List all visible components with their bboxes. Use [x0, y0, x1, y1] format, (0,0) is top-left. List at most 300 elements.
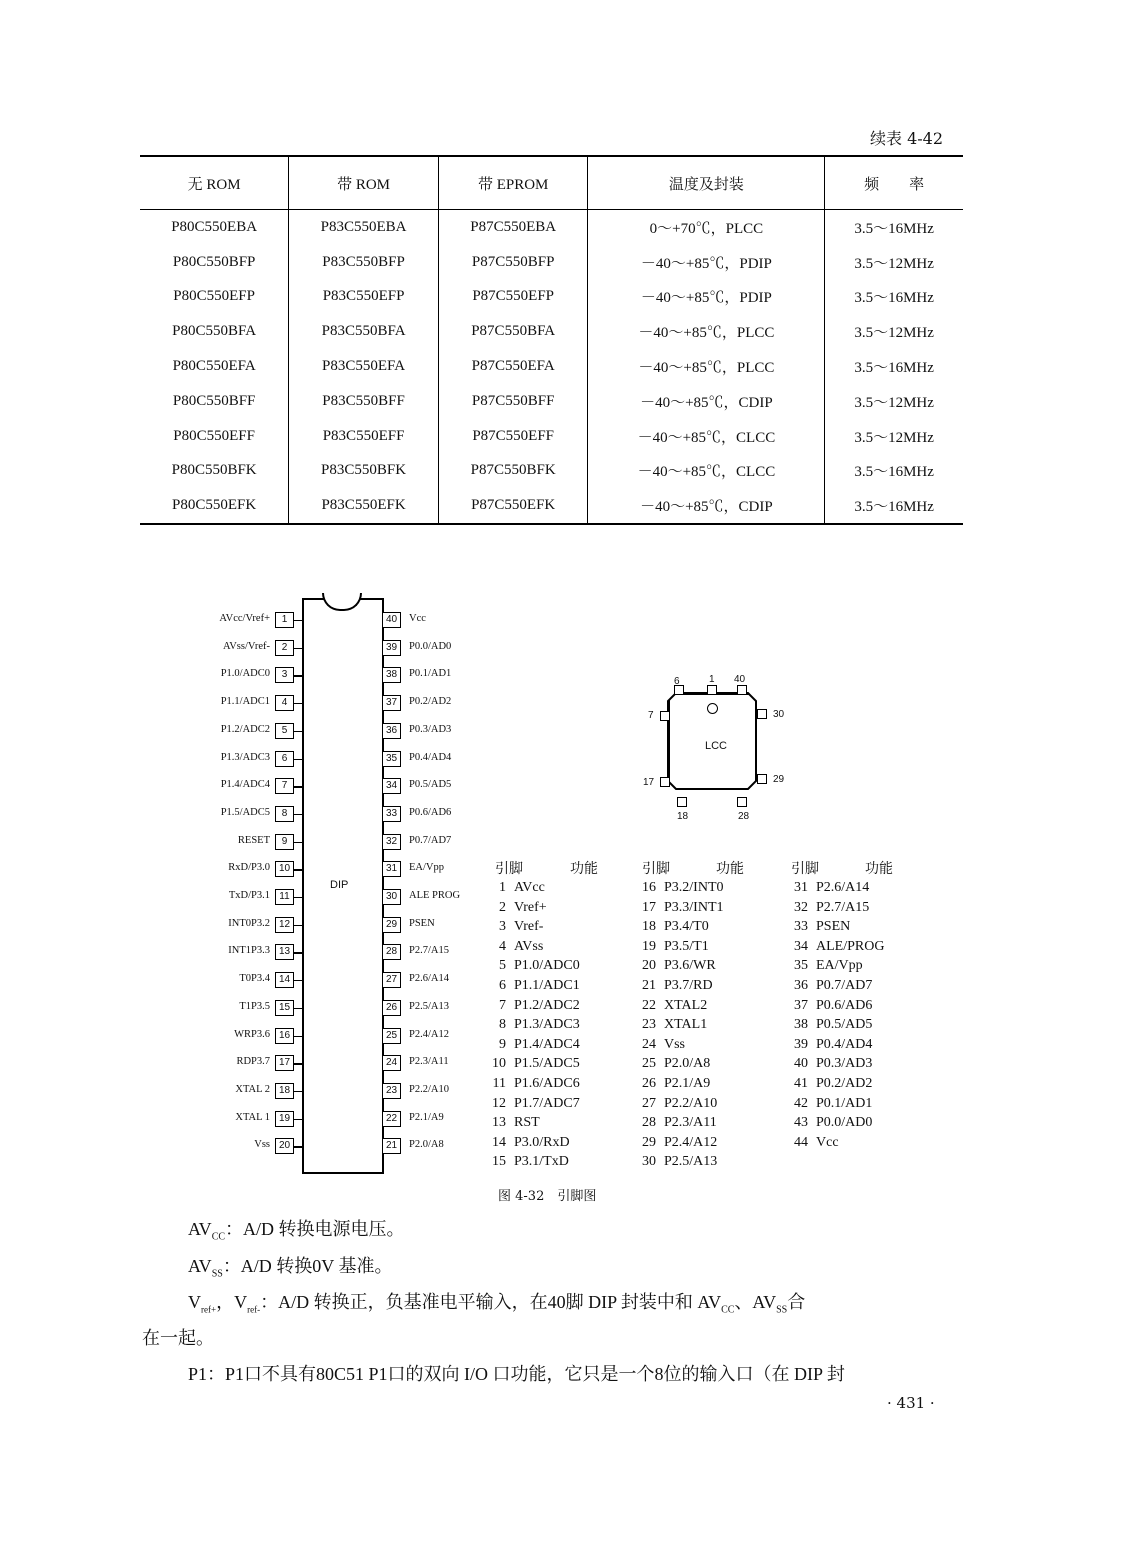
- part-number-table: [140, 155, 963, 525]
- lcc-pad-18: [677, 797, 687, 807]
- dip-pin-number: 34: [382, 778, 401, 794]
- table-row: [140, 210, 963, 245]
- dip-pin-label: T1P3.5: [239, 1000, 270, 1012]
- lcc-pad-1: [707, 685, 717, 695]
- vref-c: 、AV: [734, 1292, 777, 1312]
- dip-pin-number: 13: [275, 944, 294, 960]
- table-cell: －40～+85℃，CLCC: [588, 454, 825, 489]
- function-name: P3.0/RxD: [514, 1134, 570, 1150]
- vref-sep: ，V: [216, 1292, 248, 1312]
- dip-pin-number: 6: [275, 751, 294, 767]
- table-cell: －40～+85℃，CLCC: [588, 419, 825, 454]
- function-pin-number: 5: [499, 958, 506, 974]
- dip-pin-number: 35: [382, 751, 401, 767]
- dip-pin-label: INT0P3.2: [228, 917, 270, 929]
- dip-pin-lead: [294, 1036, 302, 1037]
- function-row: [782, 1035, 884, 1055]
- function-row: [782, 878, 884, 898]
- function-name: P2.5/A13: [664, 1154, 718, 1170]
- table-row: [140, 419, 963, 454]
- function-row: [630, 917, 724, 937]
- paragraph-p1: P1：P1口不具有80C51 P1口的双向 I/O 口功能，它只是一个8位的输入口（在 DIP 封: [188, 1364, 845, 1384]
- table-cell: P87C550EBA: [438, 210, 588, 245]
- function-pin-number: 36: [794, 977, 808, 993]
- function-name: P2.1/A9: [664, 1075, 711, 1091]
- vref-b: ：A/D 转换正，负基准电平输入，在40脚 DIP 封装中和 AV: [260, 1292, 722, 1312]
- function-row: [782, 1054, 884, 1074]
- table-header-cell: 带 ROM: [289, 156, 439, 210]
- function-name: P3.5/T1: [664, 938, 709, 954]
- lcc-pad-40: [737, 685, 747, 695]
- function-row: [782, 976, 884, 996]
- avcc-name: AV: [188, 1219, 212, 1239]
- function-pin-number: 22: [642, 997, 656, 1013]
- dip-pin-lead: [294, 897, 302, 898]
- function-name: P1.7/ADC7: [514, 1095, 580, 1111]
- dip-pin-lead: [294, 731, 302, 732]
- dip-pin-lead: [294, 842, 302, 843]
- avss-text: ：A/D 转换0V 基准。: [222, 1256, 393, 1276]
- function-row: [480, 1015, 580, 1035]
- function-pin-number: 19: [642, 938, 656, 954]
- dip-pin-lead: [294, 925, 302, 926]
- dip-pin-number: 1: [275, 612, 294, 628]
- lcc-pad-28: [737, 797, 747, 807]
- dip-pin-label: Vcc: [409, 613, 426, 624]
- function-row: [782, 917, 884, 937]
- function-row: [630, 1035, 724, 1055]
- table-cell: P80C550EFF: [173, 427, 255, 444]
- function-row: [630, 1094, 724, 1114]
- table-cell: P83C550BFA: [289, 314, 439, 349]
- table-cell: P87C550EFP: [438, 280, 588, 315]
- table-cell: 3.5～16MHz: [825, 488, 963, 524]
- function-name: XTAL2: [664, 997, 708, 1013]
- function-row: [480, 1094, 580, 1114]
- function-name: P3.7/RD: [664, 977, 713, 993]
- table-cell: P83C550BFF: [289, 384, 439, 419]
- dip-pin-label: P0.3/AD3: [409, 723, 452, 735]
- table-row: [140, 349, 963, 384]
- function-pin-number: 1: [499, 880, 506, 895]
- dip-pin-lead: [294, 759, 302, 760]
- dip-pin-lead: [294, 703, 302, 704]
- vref-sub-c: CC: [721, 1304, 735, 1316]
- function-row: [480, 1035, 580, 1055]
- dip-pin-number: 26: [382, 1000, 401, 1016]
- dip-pin-label: RxD/P3.0: [228, 862, 270, 874]
- function-name: P0.7/AD7: [816, 977, 873, 993]
- dip-pin-label: ALE PROG: [409, 890, 461, 901]
- function-pin-number: 26: [642, 1075, 656, 1091]
- dip-pin-number: 11: [275, 889, 294, 905]
- table-cell: P83C550EFK: [289, 488, 439, 524]
- function-name: P0.5/AD5: [816, 1017, 873, 1033]
- function-pin-number: 10: [492, 1056, 506, 1072]
- function-name: ALE/PROG: [816, 938, 885, 954]
- function-row: [630, 937, 724, 957]
- lcc-pin1-dot: [707, 703, 718, 714]
- dip-pin-number: 7: [275, 778, 294, 794]
- dip-pin-number: 23: [382, 1083, 401, 1099]
- dip-pin-label: Vss: [254, 1139, 270, 1151]
- dip-pin-label: RDP3.7: [236, 1056, 270, 1068]
- function-row: [782, 996, 884, 1016]
- table-cell: P87C550BFF: [438, 384, 588, 419]
- dip-pin-label: INT1P3.3: [228, 945, 270, 957]
- function-pin-number: 17: [642, 899, 656, 915]
- function-row: [480, 1054, 580, 1074]
- function-row: [480, 956, 580, 976]
- table-cell: 3.5～12MHz: [825, 384, 963, 419]
- table-cell: P80C550EBA: [171, 218, 258, 235]
- figure-caption: 图 4-32 引脚图: [498, 1189, 597, 1204]
- function-name: P3.6/WR: [664, 958, 716, 974]
- dip-pin-lead: [294, 1119, 302, 1120]
- dip-pin-number: 17: [275, 1055, 294, 1071]
- dip-pin-label: P2.4/A12: [409, 1028, 449, 1040]
- table-cell: P87C550EFK: [438, 488, 588, 524]
- function-pin-number: 29: [642, 1134, 656, 1150]
- function-name: XTAL1: [664, 1017, 708, 1033]
- function-name: PSEN: [816, 919, 851, 935]
- function-name: P1.3/ADC3: [514, 1017, 580, 1033]
- lcc-num-1: 1: [709, 674, 715, 685]
- function-pin-number: 31: [794, 880, 808, 895]
- vref-sub-a: ref+: [201, 1304, 217, 1315]
- table-cell: P87C550BFK: [438, 454, 588, 489]
- function-pin-number: 6: [499, 977, 506, 993]
- dip-pin-number: 8: [275, 806, 294, 822]
- lcc-pad-29: [757, 774, 767, 784]
- function-name: P2.4/A12: [664, 1134, 718, 1150]
- page-number: · 431 ·: [887, 1394, 935, 1412]
- table-cell: －40～+85℃，PLCC: [588, 349, 825, 384]
- function-pin-number: 42: [794, 1095, 808, 1111]
- function-row: [630, 1113, 724, 1133]
- dip-pin-label: P1.5/ADC5: [220, 806, 270, 818]
- function-row: [630, 996, 724, 1016]
- dip-pin-number: 31: [382, 861, 401, 877]
- dip-pin-label: EA/Vpp: [409, 862, 444, 874]
- function-name: P3.1/TxD: [514, 1154, 569, 1170]
- dip-pin-number: 39: [382, 640, 401, 656]
- table-cell: 3.5～12MHz: [825, 245, 963, 280]
- dip-pin-label: WRP3.6: [234, 1028, 270, 1040]
- function-row: [480, 937, 580, 957]
- dip-pin-lead: [294, 648, 302, 649]
- dip-pin-label: P2.2/A10: [409, 1083, 449, 1095]
- dip-pin-label: PSEN: [409, 917, 435, 929]
- function-pin-number: 2: [499, 899, 506, 915]
- dip-pin-number: 27: [382, 972, 401, 988]
- function-pin-number: 35: [794, 958, 808, 974]
- lcc-pad-7: [660, 711, 670, 721]
- function-pin-number: 20: [642, 958, 656, 974]
- table-cell: P87C550EFA: [438, 349, 588, 384]
- table-cell: 3.5～16MHz: [825, 280, 963, 315]
- function-pin-number: 30: [642, 1154, 656, 1170]
- table-cell: P83C550BFP: [289, 245, 439, 280]
- dip-pin-lead: [294, 869, 302, 870]
- dip-pin-label: P1.4/ADC4: [220, 779, 270, 791]
- dip-pin-label: AVss/Vref-: [222, 640, 270, 652]
- dip-pin-number: 37: [382, 695, 401, 711]
- table-row: [140, 454, 963, 489]
- dip-pin-number: 24: [382, 1055, 401, 1071]
- function-name: P0.6/AD6: [816, 997, 873, 1013]
- dip-pin-lead: [294, 814, 302, 815]
- dip-pin-label: P1.1/ADC1: [220, 696, 270, 708]
- dip-pin-lead: [294, 620, 302, 621]
- function-name: P0.3/AD3: [816, 1056, 873, 1072]
- dip-pin-label: P2.7/A15: [409, 945, 449, 957]
- function-row: [630, 878, 724, 898]
- table-header-row: [140, 156, 963, 210]
- function-pin-number: 18: [642, 919, 656, 935]
- function-name: P1.4/ADC4: [514, 1036, 580, 1052]
- dip-pin-label: P0.5/AD5: [409, 779, 452, 791]
- table-cell: P80C550BFF: [172, 392, 256, 409]
- table-cell: P87C550BFA: [438, 314, 588, 349]
- table-cell: P83C550BFK: [289, 454, 439, 489]
- lcc-num-6: 6: [674, 676, 680, 687]
- dip-pin-number: 16: [275, 1028, 294, 1044]
- dip-pin-lead: [294, 980, 302, 981]
- function-pin-number: 9: [499, 1036, 506, 1052]
- function-name: P1.0/ADC0: [514, 958, 580, 974]
- table-header-cell: 无 ROM: [140, 156, 289, 210]
- dip-pin-label: P0.0/AD0: [409, 640, 452, 652]
- function-pin-number: 3: [499, 919, 506, 935]
- dip-pin-label: P0.2/AD2: [409, 696, 452, 708]
- dip-pin-label: P2.0/A8: [409, 1139, 444, 1151]
- dip-pin-number: 22: [382, 1111, 401, 1127]
- function-name: P2.6/A14: [816, 880, 870, 895]
- function-pin-number: 15: [492, 1154, 506, 1170]
- avcc-text: ：A/D 转换电源电压。: [225, 1219, 405, 1239]
- table-cell: －40～+85℃，PDIP: [588, 245, 825, 280]
- function-pin-number: 23: [642, 1017, 656, 1033]
- dip-pin-lead: [294, 1008, 302, 1009]
- function-name: P2.0/A8: [664, 1056, 711, 1072]
- function-name: P0.0/AD0: [816, 1115, 873, 1131]
- function-row: [480, 1152, 580, 1172]
- vref-a: V: [188, 1292, 201, 1312]
- function-row: [630, 1074, 724, 1094]
- dip-pin-number: 32: [382, 834, 401, 850]
- function-pin-number: 4: [499, 938, 506, 954]
- table-cell: P80C550EFK: [140, 488, 289, 524]
- lcc-num-28: 28: [738, 811, 750, 822]
- table-cell: －40～+85℃，PDIP: [588, 280, 825, 315]
- function-pin-number: 37: [794, 997, 808, 1013]
- function-pin-number: 28: [642, 1115, 656, 1131]
- func-header-func-1: 功能: [570, 861, 598, 877]
- function-row: [782, 1074, 884, 1094]
- table-cell: P83C550EBA: [289, 210, 439, 245]
- function-name: AVss: [514, 938, 544, 954]
- function-name: Vss: [664, 1036, 686, 1052]
- table-row: [140, 314, 963, 349]
- avss-name: AV: [188, 1256, 212, 1276]
- dip-pin-number: 2: [275, 640, 294, 656]
- dip-pin-number: 4: [275, 695, 294, 711]
- function-pin-number: 14: [492, 1134, 506, 1150]
- paragraph-avcc: [188, 1215, 405, 1243]
- table-cell: 3.5～16MHz: [825, 210, 963, 245]
- dip-pin-number: 9: [275, 834, 294, 850]
- lcc-label: LCC: [705, 740, 728, 752]
- table-header-cell: 频 率: [825, 156, 963, 210]
- function-row: [782, 1094, 884, 1114]
- table-row: [140, 488, 963, 524]
- dip-pin-label: AVcc/Vref+: [219, 613, 270, 624]
- dip-pin-lead: [294, 675, 302, 676]
- dip-pin-label: P1.2/ADC2: [220, 723, 270, 735]
- table-cell: P80C550BFA: [172, 323, 257, 340]
- function-row: [630, 1133, 724, 1153]
- table-cell: P80C550BFK: [171, 462, 257, 479]
- function-pin-number: 40: [794, 1056, 808, 1072]
- dip-pin-lead: [294, 786, 302, 787]
- function-pin-number: 8: [499, 1017, 506, 1033]
- function-column-1: [480, 878, 580, 1172]
- table-cell: P87C550BFP: [438, 245, 588, 280]
- lcc-num-18: 18: [677, 811, 689, 822]
- dip-pin-number: 21: [382, 1138, 401, 1154]
- paragraph-avss: [188, 1252, 393, 1280]
- function-pin-number: 41: [794, 1075, 808, 1091]
- function-row: [630, 976, 724, 996]
- dip-pin-label: P2.6/A14: [409, 973, 449, 985]
- dip-pin-label: P0.4/AD4: [409, 751, 452, 763]
- function-row: [480, 1133, 580, 1153]
- table-cell: －40～+85℃，CDIP: [588, 384, 825, 419]
- function-row: [480, 996, 580, 1016]
- function-row: [480, 1113, 580, 1133]
- function-pin-number: 33: [794, 919, 808, 935]
- lcc-pad-17: [660, 777, 670, 787]
- dip-pin-number: 5: [275, 723, 294, 739]
- dip-pin-number: 20: [275, 1138, 294, 1154]
- func-header-func-2: 功能: [716, 861, 744, 877]
- function-name: P0.1/AD1: [816, 1095, 873, 1111]
- table-header-cell: 带 EPROM: [438, 156, 588, 210]
- function-name: P2.3/A11: [664, 1115, 717, 1131]
- table-row: [140, 245, 963, 280]
- function-name: P2.7/A15: [816, 899, 870, 915]
- table-caption: 续表 4-42: [870, 129, 944, 148]
- function-name: P2.2/A10: [664, 1095, 718, 1111]
- dip-pin-number: 29: [382, 917, 401, 933]
- function-pin-number: 38: [794, 1017, 808, 1033]
- function-row: [782, 1133, 884, 1153]
- function-row: [630, 1015, 724, 1035]
- function-name: EA/Vpp: [816, 958, 863, 974]
- dip-pin-label: P0.6/AD6: [409, 806, 452, 818]
- dip-pin-lead: [294, 1091, 302, 1092]
- function-row: [480, 917, 580, 937]
- table-cell: －40～+85℃，PLCC: [588, 314, 825, 349]
- dip-pin-number: 14: [275, 972, 294, 988]
- dip-pin-label: P2.1/A9: [409, 1111, 444, 1123]
- function-name: P0.4/AD4: [816, 1036, 873, 1052]
- function-row: [782, 956, 884, 976]
- function-name: P3.3/INT1: [664, 899, 724, 915]
- function-row: [480, 878, 580, 898]
- table-header-cell: 温度及封装: [588, 156, 825, 210]
- function-pin-number: 34: [794, 938, 808, 954]
- table-cell: 3.5～12MHz: [825, 419, 963, 454]
- function-name: P3.4/T0: [664, 919, 709, 935]
- func-header-func-3: 功能: [865, 861, 893, 877]
- table-cell: 3.5～16MHz: [825, 454, 963, 489]
- function-row: [630, 898, 724, 918]
- dip-pin-number: 40: [382, 612, 401, 628]
- table-body: [140, 210, 963, 525]
- function-row: [480, 976, 580, 996]
- function-pin-number: 27: [642, 1095, 656, 1111]
- table-cell: P80C550BFP: [172, 253, 256, 270]
- paragraph-vref: [188, 1288, 805, 1316]
- vref-sub-b: ref-: [247, 1304, 261, 1315]
- function-pin-number: 44: [794, 1134, 808, 1150]
- function-row: [480, 898, 580, 918]
- function-pin-number: 39: [794, 1036, 808, 1052]
- function-row: [480, 1074, 580, 1094]
- dip-pin-number: 36: [382, 723, 401, 739]
- lcc-num-40: 40: [734, 674, 746, 685]
- dip-pin-number: 33: [382, 806, 401, 822]
- function-name: P1.5/ADC5: [514, 1056, 580, 1072]
- function-pin-number: 12: [492, 1095, 506, 1111]
- dip-pin-label: P2.3/A11: [409, 1056, 449, 1068]
- function-pin-number: 13: [492, 1115, 506, 1131]
- dip-pin-number: 12: [275, 917, 294, 933]
- dip-pin-label: XTAL 2: [235, 1083, 270, 1095]
- dip-pin-number: 3: [275, 667, 294, 683]
- table-cell: P83C550EFP: [289, 280, 439, 315]
- dip-pin-label: RESET: [237, 834, 270, 846]
- table-cell: 3.5～16MHz: [825, 349, 963, 384]
- function-name: P1.6/ADC6: [514, 1075, 580, 1091]
- table-cell: 3.5～12MHz: [825, 314, 963, 349]
- function-name: P3.2/INT0: [664, 880, 724, 895]
- table-cell: P80C550EFA: [172, 358, 256, 375]
- dip-pin-label: P1.0/ADC0: [220, 668, 270, 680]
- function-row: [782, 898, 884, 918]
- function-column-2: [630, 878, 724, 1172]
- table-cell: P83C550EFF: [289, 419, 439, 454]
- function-pin-number: 24: [642, 1036, 656, 1052]
- dip-pin-lead: [294, 1146, 302, 1147]
- function-pin-number: 11: [492, 1075, 506, 1091]
- lcc-num-7: 7: [648, 710, 654, 721]
- function-pin-number: 43: [794, 1115, 808, 1131]
- lcc-num-17: 17: [643, 777, 655, 788]
- paragraph-vref-line2: 在一起。: [142, 1328, 214, 1348]
- function-row: [630, 1152, 724, 1172]
- table-cell: P83C550EFA: [289, 349, 439, 384]
- function-name: Vcc: [816, 1134, 839, 1150]
- function-row: [630, 1054, 724, 1074]
- avcc-sub: CC: [211, 1231, 226, 1243]
- function-name: P1.2/ADC2: [514, 997, 580, 1013]
- dip-pin-label: P0.7/AD7: [409, 834, 452, 846]
- function-name: RST: [514, 1115, 540, 1131]
- table-cell: P80C550EFP: [173, 288, 255, 305]
